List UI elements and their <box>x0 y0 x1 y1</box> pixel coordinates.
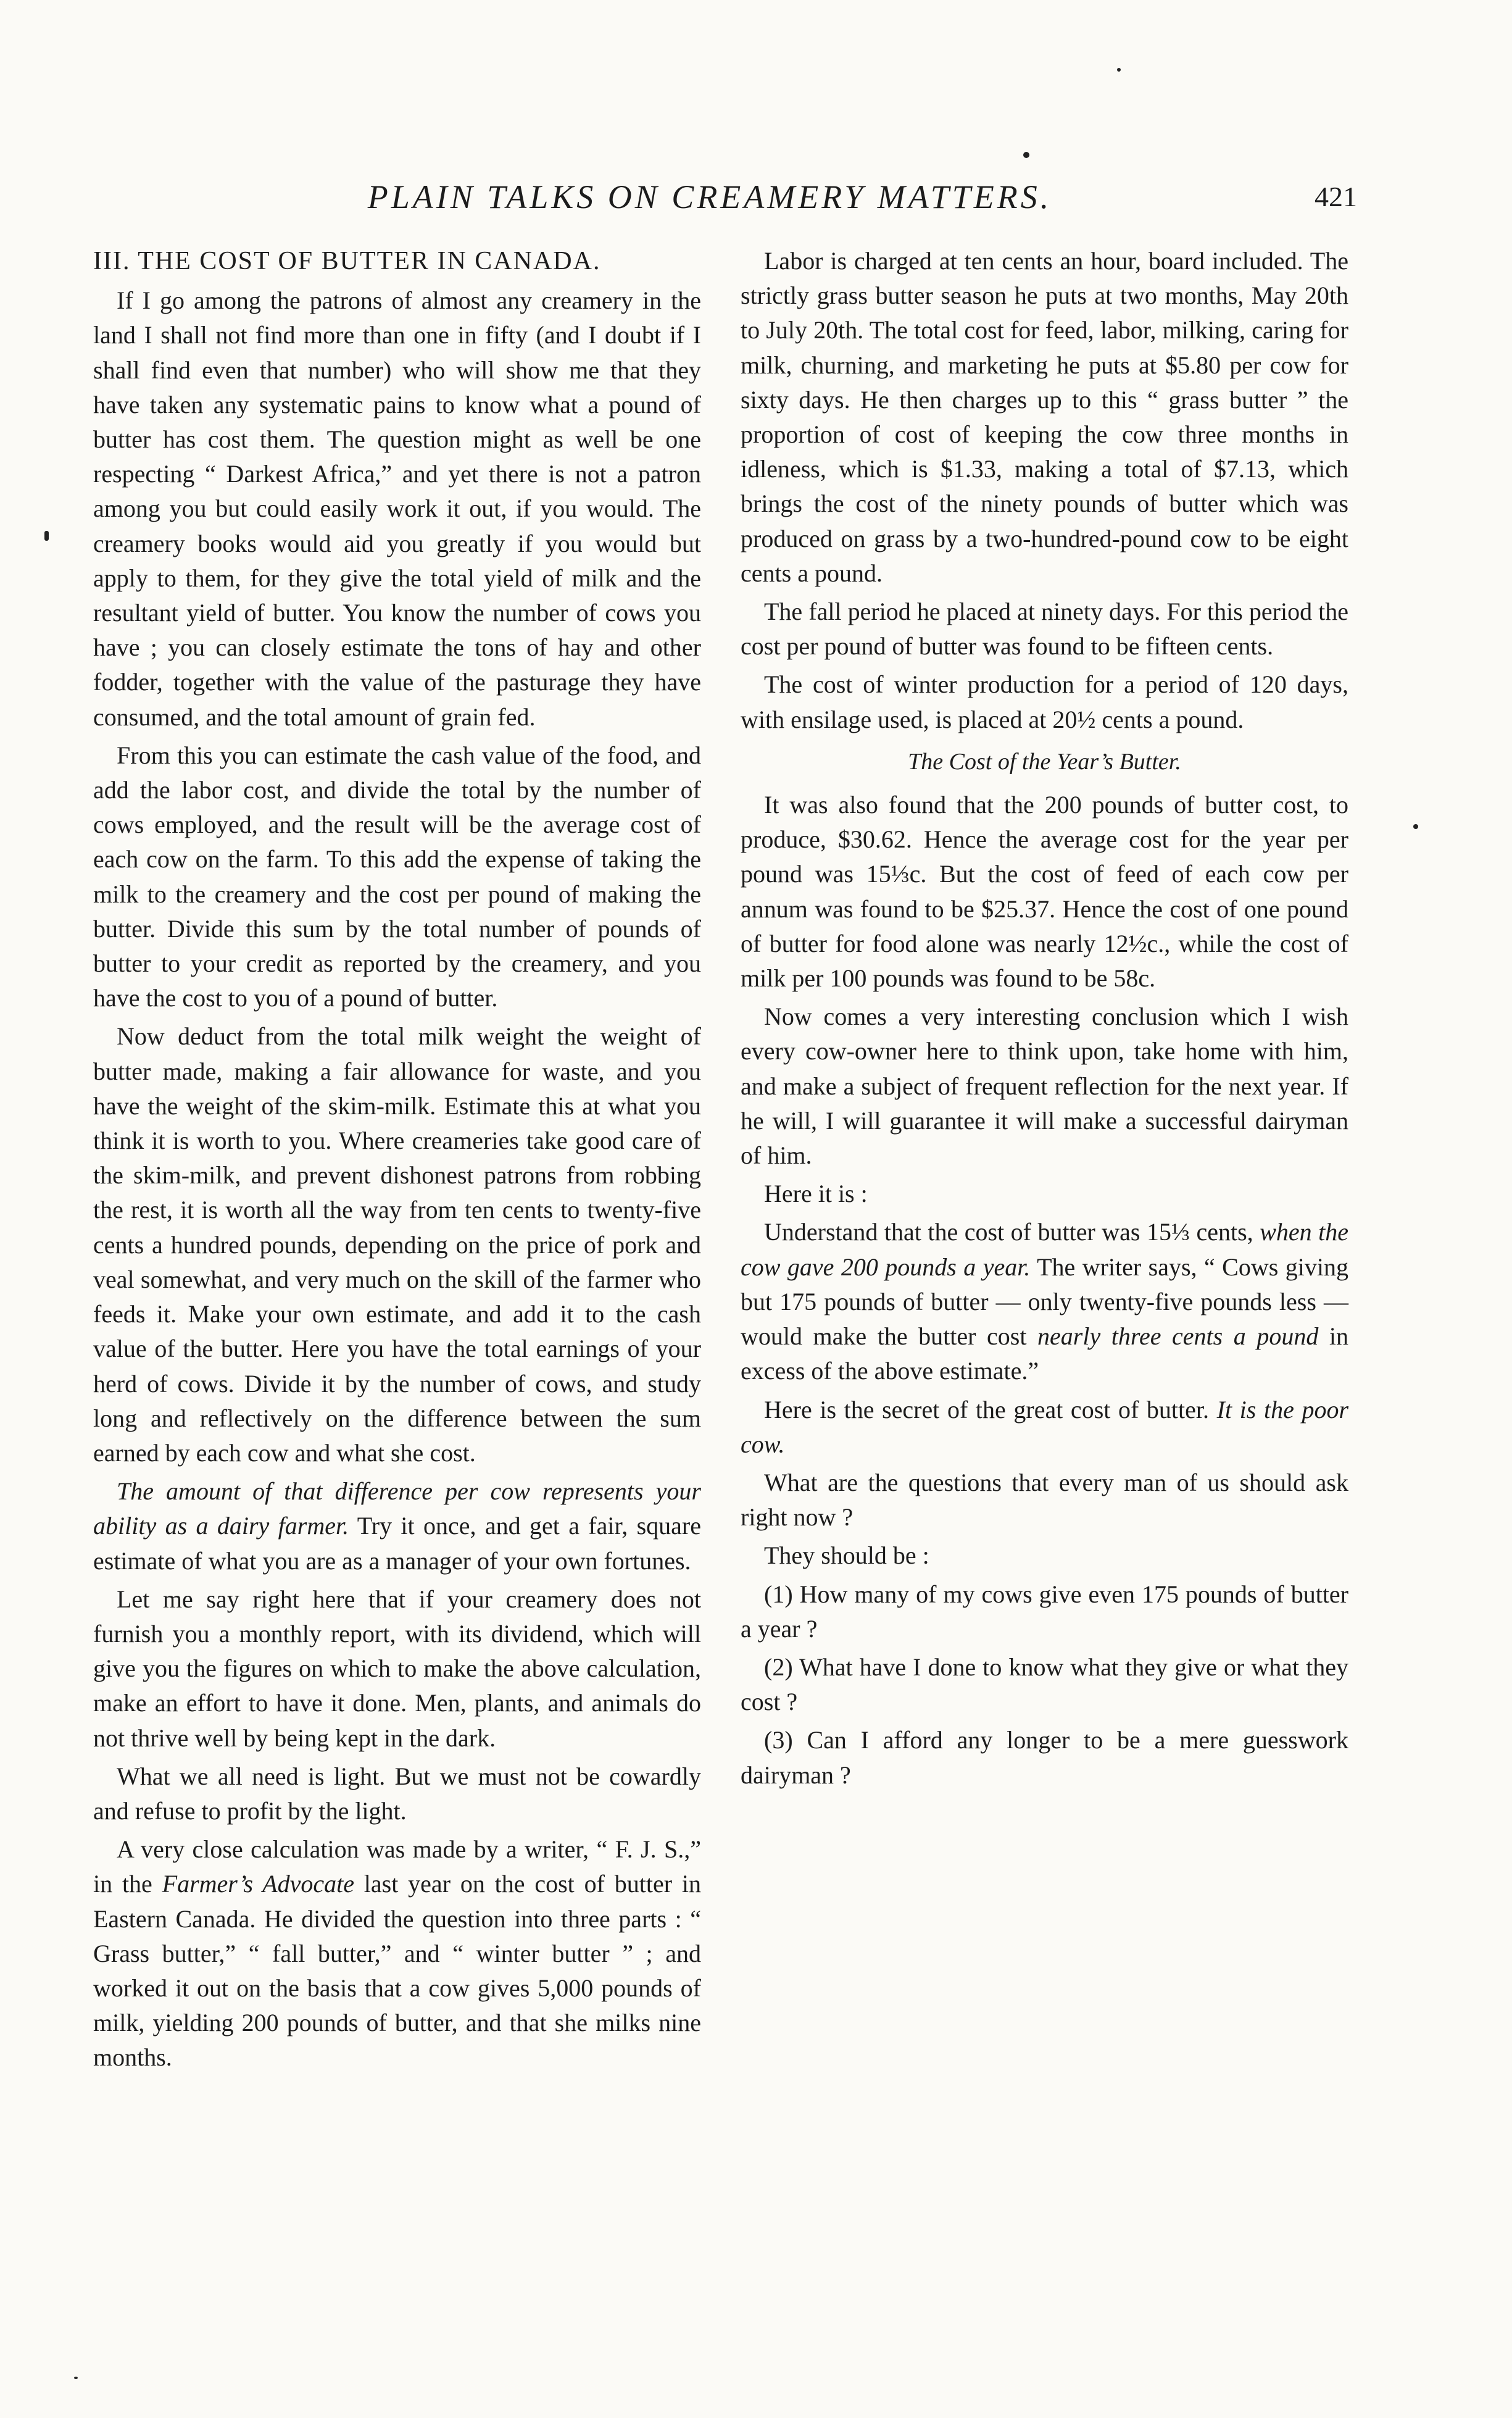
scan-speck <box>1023 152 1029 158</box>
emphasis-text: nearly three cents a pound <box>1037 1322 1319 1351</box>
page-header <box>0 178 1512 221</box>
running-title: PLAIN TALKS ON CREAMERY MATTERS. <box>367 178 1052 215</box>
paragraph-text: Here is the secret of the great cost of butter. <box>764 1395 1217 1424</box>
emphasis-text: The amount of that difference per cow represents your ability as a dairy farmer. <box>93 1477 701 1540</box>
paragraph: The fall period he placed at ninety days. For this period the cost per pound of butter was found to be fifteen cents. <box>741 598 1348 661</box>
subheading: The Cost of the Year’s Butter. <box>908 748 1181 775</box>
question-item: (2) What have I done to know what they give or what they cost ? <box>741 1653 1348 1716</box>
scan-speck <box>44 531 49 541</box>
question-item: (1) How many of my cows give even 175 pounds of butter a year ? <box>741 1580 1348 1643</box>
emphasis-text: when the cow gave 200 pounds a year. <box>741 1218 1348 1281</box>
paragraph <box>93 1474 701 1578</box>
paragraph: What we all need is light. But we must not be cowardly and refuse to profit by the light. <box>93 1762 701 1825</box>
section-heading: III. THE COST OF BUTTER IN CANADA. <box>93 247 601 275</box>
paragraph: What are the questions that every man of us should ask right now ? <box>741 1468 1348 1532</box>
paragraph-text: A very close calculation was made by a writer, “ F. J. S.,” in the <box>93 1835 701 1898</box>
paragraph: Now comes a very interesting conclusion which I wish every cow-owner here to think upon, take home with him, and make a subject of frequent reflection for the next year. If he will, I will guarantee it will make a successful dairyman of him. <box>741 1003 1348 1170</box>
paragraph-text: last year on the cost of butter in Eastern Canada. He divided the question into three parts : “ Grass butter,” “ fall butter,” and “ winter butter ” ; and worked it out on the basis that a cow gives 5,000 pounds of milk, yielding 200 pounds of butter, and that she milks nine months. <box>93 1870 701 2072</box>
paragraph: The cost of winter production for a period of 120 days, with ensilage used, is placed at 20½ cents a pound. <box>741 670 1348 733</box>
paragraph <box>741 1393 1348 1462</box>
paragraph <box>741 1215 1348 1388</box>
paragraph-text: The writer says, “ Cows giving but 175 pounds of butter — only twenty-five pounds less — would make the butter cost <box>741 1253 1348 1351</box>
emphasis-text: It is the poor cow. <box>741 1395 1349 1458</box>
publication-title: Farmer’s Advocate <box>162 1870 354 1898</box>
scan-speck <box>1117 68 1121 72</box>
scan-speck <box>74 2377 78 2379</box>
paragraph: Now deduct from the total milk weight the weight of butter made, making a fair allowance for waste, and you have the weight of the skim-milk. Estimate this at what you think it is worth to you. Where creameries take good care of the skim-milk, and prevent dishonest patrons from robbing the rest, it is worth all the way from ten cents to twenty-five cents a hundred pounds, depending on the price of pork and veal somewhat, and very much on the skill of the farmer who feeds it. Make your own estimate, and add it to the cash value of the butter. Here you have the total earnings of your herd of cows. Divide it by the number of cows, and study long and reflectively on the difference between the sum earned by each cow and what she cost. <box>93 1022 701 1467</box>
paragraph: From this you can estimate the cash value of the food, and add the labor cost, and divide the total by the number of cows employed, and the result will be the average cost of each cow on the farm. To this add the expense of taking the milk to the creamery and the cost per pound of making the butter. Divide this sum by the total number of pounds of butter to your credit as reported by the creamery, and you have the cost to you of a pound of butter. <box>93 741 701 1012</box>
right-column <box>741 244 1348 1796</box>
paragraph: It was also found that the 200 pounds of butter cost, to produce, $30.62. Hence the average cost for the year per pound was 15⅓c. But the cost of feed of each cow per annum was found to be $25.37. Hence the cost of one pound of butter for food alone was nearly 12½c., while the cost of milk per 100 pounds was found to be 58c. <box>741 791 1348 993</box>
paragraph-text: in excess of the above estimate.” <box>741 1322 1348 1385</box>
question-item: (3) Can I afford any longer to be a mere guesswork dairyman ? <box>741 1726 1348 1789</box>
paragraph: Here it is : <box>764 1180 868 1208</box>
paragraph-text: Try it once, and get a fair, square estimate of what you are as a manager of your own fortunes. <box>93 1512 701 1575</box>
left-column <box>93 244 701 2079</box>
paragraph-text: Understand that the cost of butter was 15⅓ cents, <box>764 1218 1260 1246</box>
scan-speck <box>1413 824 1418 829</box>
paragraph: If I go among the patrons of almost any creamery in the land I shall not find more than one in fifty (and I doubt if I shall find even that number) who will show me that they have taken any systematic pains to know what a pound of butter has cost them. The question might as well be one respecting “ Darkest Africa,” and yet there is not a patron among you but could easily work it out, if you would. The creamery books would aid you greatly if you would but apply to them, for they give the total yield of milk and the resultant yield of butter. You know the number of cows you have ; you can closely estimate the tons of hay and other fodder, together with the value of the pasturage they have consumed, and the total amount of grain fed. <box>93 286 701 731</box>
page-number: 421 <box>1315 181 1357 212</box>
paragraph: Let me say right here that if your creamery does not furnish you a monthly report, with its dividend, which will give you the figures on which to make the above calculation, make an effort to have it done. Men, plants, and animals do not thrive well by being kept in the dark. <box>93 1585 701 1752</box>
paragraph: They should be : <box>764 1541 929 1570</box>
paragraph: Labor is charged at ten cents an hour, board included. The strictly grass butter season he puts at two months, May 20th to July 20th. The total cost for feed, labor, milking, caring for milk, churning, and marketing he puts at $5.80 per cow for sixty days. He then charges up to this “ grass butter ” the proportion of cost of keeping the cow three months in idleness, which is $1.33, making a total of $7.13, which brings the cost of the ninety pounds of butter which was produced on grass by a two-hundred-pound cow to be eight cents a pound. <box>741 247 1348 587</box>
paragraph <box>93 1832 701 2075</box>
